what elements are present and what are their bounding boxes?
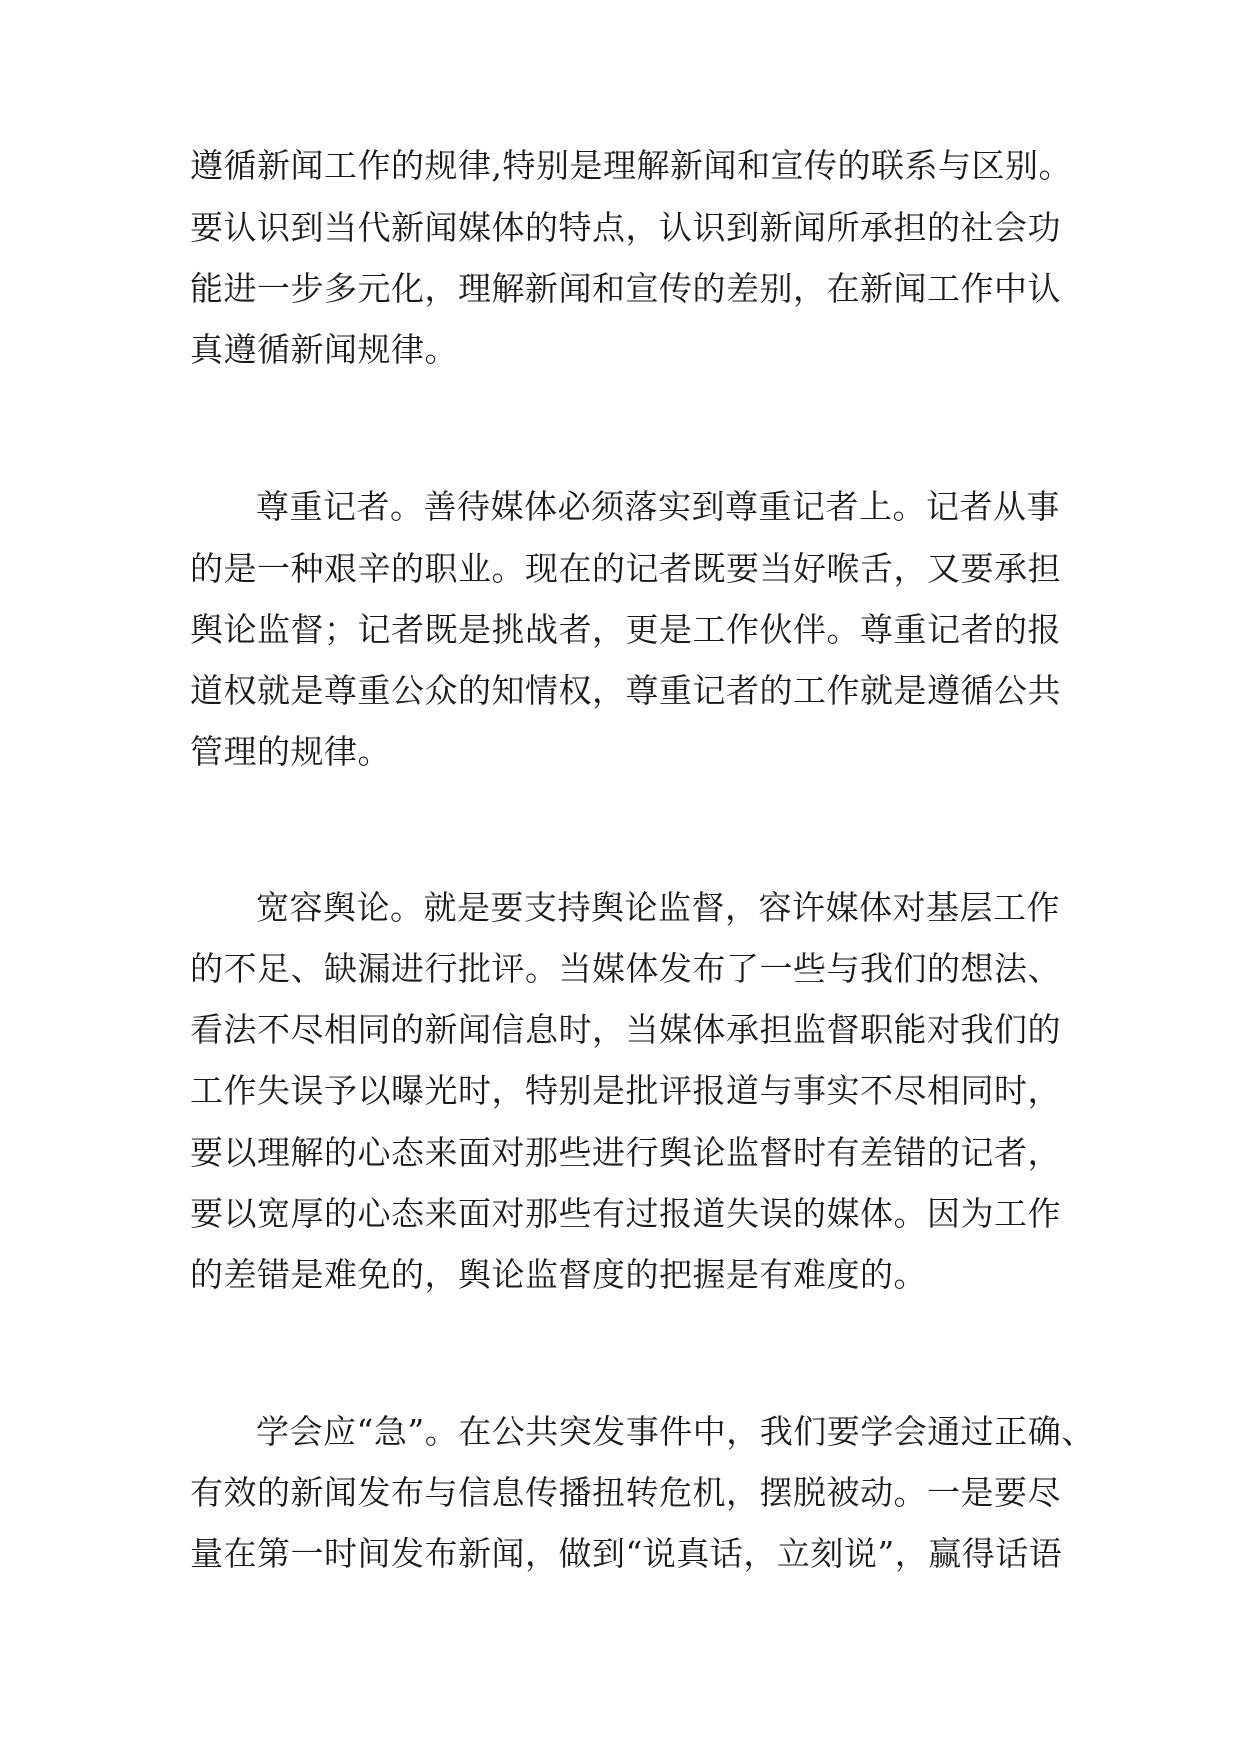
paragraph-line: 的是一种艰辛的职业。现在的记者既要当好喉舌，又要承担 xyxy=(190,549,1061,588)
paragraph-line: 看法不尽相同的新闻信息时，当媒体承担监督职能对我们的 xyxy=(190,1010,1061,1049)
paragraph-line: 要以宽厚的心态来面对那些有过报道失误的媒体。因为工作 xyxy=(190,1194,1061,1233)
paragraph-line: 舆论监督；记者既是挑战者，更是工作伙伴。尊重记者的报 xyxy=(190,610,1061,649)
paragraph-line: 要认识到当代新闻媒体的特点，认识到新闻所承担的社会功 xyxy=(190,208,1061,247)
paragraph-line: 要以理解的心态来面对那些进行舆论监督时有差错的记者， xyxy=(190,1133,1061,1172)
paragraph-line: 真遵循新闻规律。 xyxy=(190,330,458,369)
paragraph-line: 工作失误予以曝光时，特别是批评报道与事实不尽相同时， xyxy=(190,1071,1061,1110)
paragraph-line: 有效的新闻发布与信息传播扭转危机，摆脱被动。一是要尽 xyxy=(190,1473,1061,1512)
paragraph-line: 道权就是尊重公众的知情权，尊重记者的工作就是遵循公共 xyxy=(190,671,1061,710)
paragraph-line: 尊重记者。善待媒体必须落实到尊重记者上。记者从事 xyxy=(256,487,1060,526)
paragraph-line: 宽容舆论。就是要支持舆论监督，容许媒体对基层工作 xyxy=(256,888,1060,927)
paragraph-line: 的差错是难免的，舆论监督度的把握是有难度的。 xyxy=(190,1255,927,1294)
paragraph-line: 管理的规律。 xyxy=(190,732,391,771)
paragraph-line: 遵循新闻工作的规律,特别是理解新闻和宣传的联系与区别。 xyxy=(190,146,1072,185)
paragraph-line: 学会应“急”。在公共突发事件中，我们要学会通过正确、 xyxy=(256,1412,1095,1451)
paragraph-line: 量在第一时间发布新闻，做到“说真话，立刻说”，赢得话语 xyxy=(190,1534,1063,1573)
paragraph-line: 的不足、缺漏进行批评。当媒体发布了一些与我们的想法、 xyxy=(190,949,1061,988)
paragraph-line: 能进一步多元化，理解新闻和宣传的差别，在新闻工作中认 xyxy=(190,269,1061,308)
